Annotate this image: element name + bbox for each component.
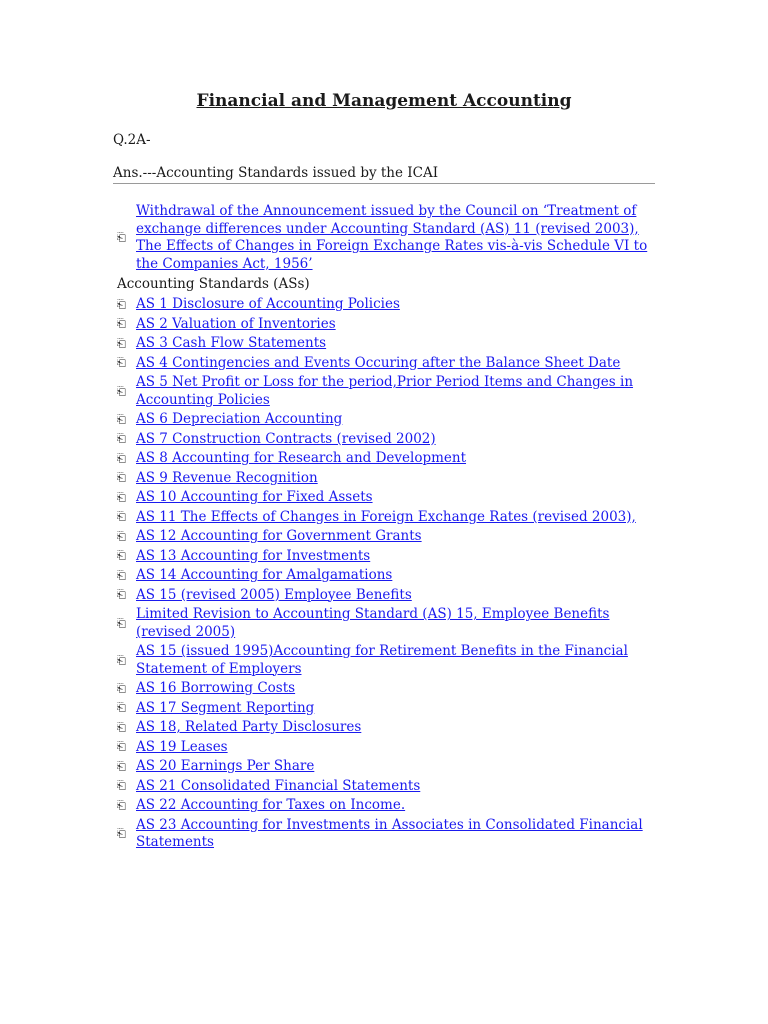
export-arrow-icon: ⎗	[117, 510, 126, 524]
export-arrow-icon: ⎗	[117, 529, 126, 543]
export-arrow-icon: ⎗	[117, 336, 126, 350]
standard-link[interactable]: AS 7 Construction Contracts (revised 2002)	[136, 430, 436, 447]
standard-link[interactable]: AS 19 Leases	[136, 738, 228, 755]
page-title: Financial and Management Accounting	[196, 91, 572, 111]
list-item	[117, 778, 662, 796]
export-arrow-icon: ⎗	[117, 568, 126, 582]
export-arrow-icon: ⎗	[117, 827, 126, 840]
list-item	[117, 450, 662, 468]
standard-link[interactable]: AS 22 Accounting for Taxes on Income.	[136, 797, 406, 813]
standards-list	[117, 203, 662, 854]
list-item	[117, 316, 662, 334]
export-arrow-icon: ⎗	[117, 356, 126, 370]
standard-link[interactable]: AS 12 Accounting for Government Grants	[136, 528, 422, 544]
export-arrow-icon: ⎗	[117, 231, 126, 244]
export-arrow-icon: ⎗	[117, 549, 126, 563]
list-item	[117, 739, 662, 757]
standard-link[interactable]: AS 3 Cash Flow Statements	[136, 335, 327, 351]
list-item	[117, 355, 662, 373]
list-item	[117, 680, 662, 698]
export-arrow-icon: ⎗	[117, 384, 126, 398]
standard-link[interactable]: AS 17 Segment Reporting	[136, 699, 315, 716]
list-item	[117, 817, 662, 852]
list-item	[117, 567, 662, 585]
standard-link[interactable]: AS 4 Contingencies and Events Occuring after the Balance Sheet Date	[136, 354, 621, 371]
list-item	[117, 489, 662, 507]
export-arrow-icon: ⎗	[117, 798, 126, 812]
export-arrow-icon: ⎗	[117, 759, 126, 773]
list-item	[117, 700, 662, 718]
list-item	[117, 335, 662, 353]
list-item	[117, 470, 662, 488]
list-item	[117, 797, 662, 815]
list-item	[117, 296, 662, 314]
section-heading: Accounting Standards (ASs)	[117, 276, 310, 292]
export-arrow-icon: ⎗	[117, 412, 126, 426]
export-arrow-icon: ⎗	[117, 297, 126, 311]
export-arrow-icon: ⎗	[117, 616, 126, 630]
export-arrow-icon: ⎗	[117, 432, 126, 446]
export-arrow-icon: ⎗	[117, 653, 126, 667]
standard-link[interactable]: AS 11 The Effects of Changes in Foreign Exchange Rates (revised 2003),	[136, 508, 636, 525]
export-arrow-icon: ⎗	[117, 681, 126, 695]
horizontal-rule	[113, 183, 655, 184]
standard-link[interactable]: AS 16 Borrowing Costs	[136, 680, 296, 696]
standards-items	[117, 296, 662, 852]
withdrawal-announcement-link[interactable]: Withdrawal of the Announcement issued by the Council on ‘Treatment of exchange differences under Accounting Standard (AS) 11 (revised 2003), The Effects of Changes in Foreign Exchange Rates vis-à-vis Schedule VI to the Companies Act, 1956’	[136, 203, 648, 272]
standard-link[interactable]: AS 9 Revenue Recognition	[136, 469, 318, 486]
list-item	[117, 528, 662, 546]
list-item	[117, 587, 662, 605]
export-arrow-icon: ⎗	[117, 740, 126, 754]
export-arrow-icon: ⎗	[117, 701, 126, 715]
list-item	[117, 606, 662, 641]
list-item	[117, 509, 662, 527]
standard-link[interactable]: AS 1 Disclosure of Accounting Policies	[136, 296, 400, 312]
export-arrow-icon: ⎗	[117, 720, 126, 734]
list-item	[117, 548, 662, 566]
standard-link[interactable]: Limited Revision to Accounting Standard (AS) 15, Employee Benefits (revised 2005)	[136, 606, 610, 640]
standard-link[interactable]: AS 6 Depreciation Accounting	[136, 411, 343, 427]
standard-link[interactable]: AS 15 (issued 1995)Accounting for Retirement Benefits in the Financial Statement of Employers	[136, 643, 628, 677]
list-item	[117, 719, 662, 737]
list-item	[117, 374, 662, 409]
export-arrow-icon: ⎗	[117, 588, 126, 602]
standard-link[interactable]: AS 21 Consolidated Financial Statements	[136, 777, 421, 794]
export-arrow-icon: ⎗	[117, 471, 126, 485]
list-item	[117, 643, 662, 678]
export-arrow-icon: ⎗	[117, 490, 126, 504]
standard-link[interactable]: AS 8 Accounting for Research and Development	[136, 450, 467, 466]
list-item	[117, 411, 662, 429]
standard-link[interactable]: AS 15 (revised 2005) Employee Benefits	[136, 586, 412, 603]
export-arrow-icon: ⎗	[117, 451, 126, 465]
list-item	[117, 431, 662, 449]
standard-link[interactable]: AS 13 Accounting for Investments	[136, 547, 371, 564]
standard-link[interactable]: AS 23 Accounting for Investments in Associates in Consolidated Financial Statements	[136, 816, 643, 850]
standard-link[interactable]: AS 20 Earnings Per Share	[136, 758, 315, 774]
question-label: Q.2A-	[113, 132, 151, 148]
export-arrow-icon: ⎗	[117, 317, 126, 331]
standard-link[interactable]: AS 18, Related Party Disclosures	[136, 719, 362, 735]
standard-link[interactable]: AS 2 Valuation of Inventories	[136, 315, 336, 332]
answer-intro: Ans.---Accounting Standards issued by the ICAI	[113, 165, 439, 181]
standard-link[interactable]: AS 14 Accounting for Amalgamations	[136, 567, 393, 583]
export-arrow-icon: ⎗	[117, 779, 126, 793]
standard-link[interactable]: AS 5 Net Profit or Loss for the period,Prior Period Items and Changes in Accounting Policies	[136, 374, 634, 408]
list-item-withdrawal	[117, 203, 662, 273]
standard-link[interactable]: AS 10 Accounting for Fixed Assets	[136, 489, 373, 505]
list-item	[117, 758, 662, 776]
